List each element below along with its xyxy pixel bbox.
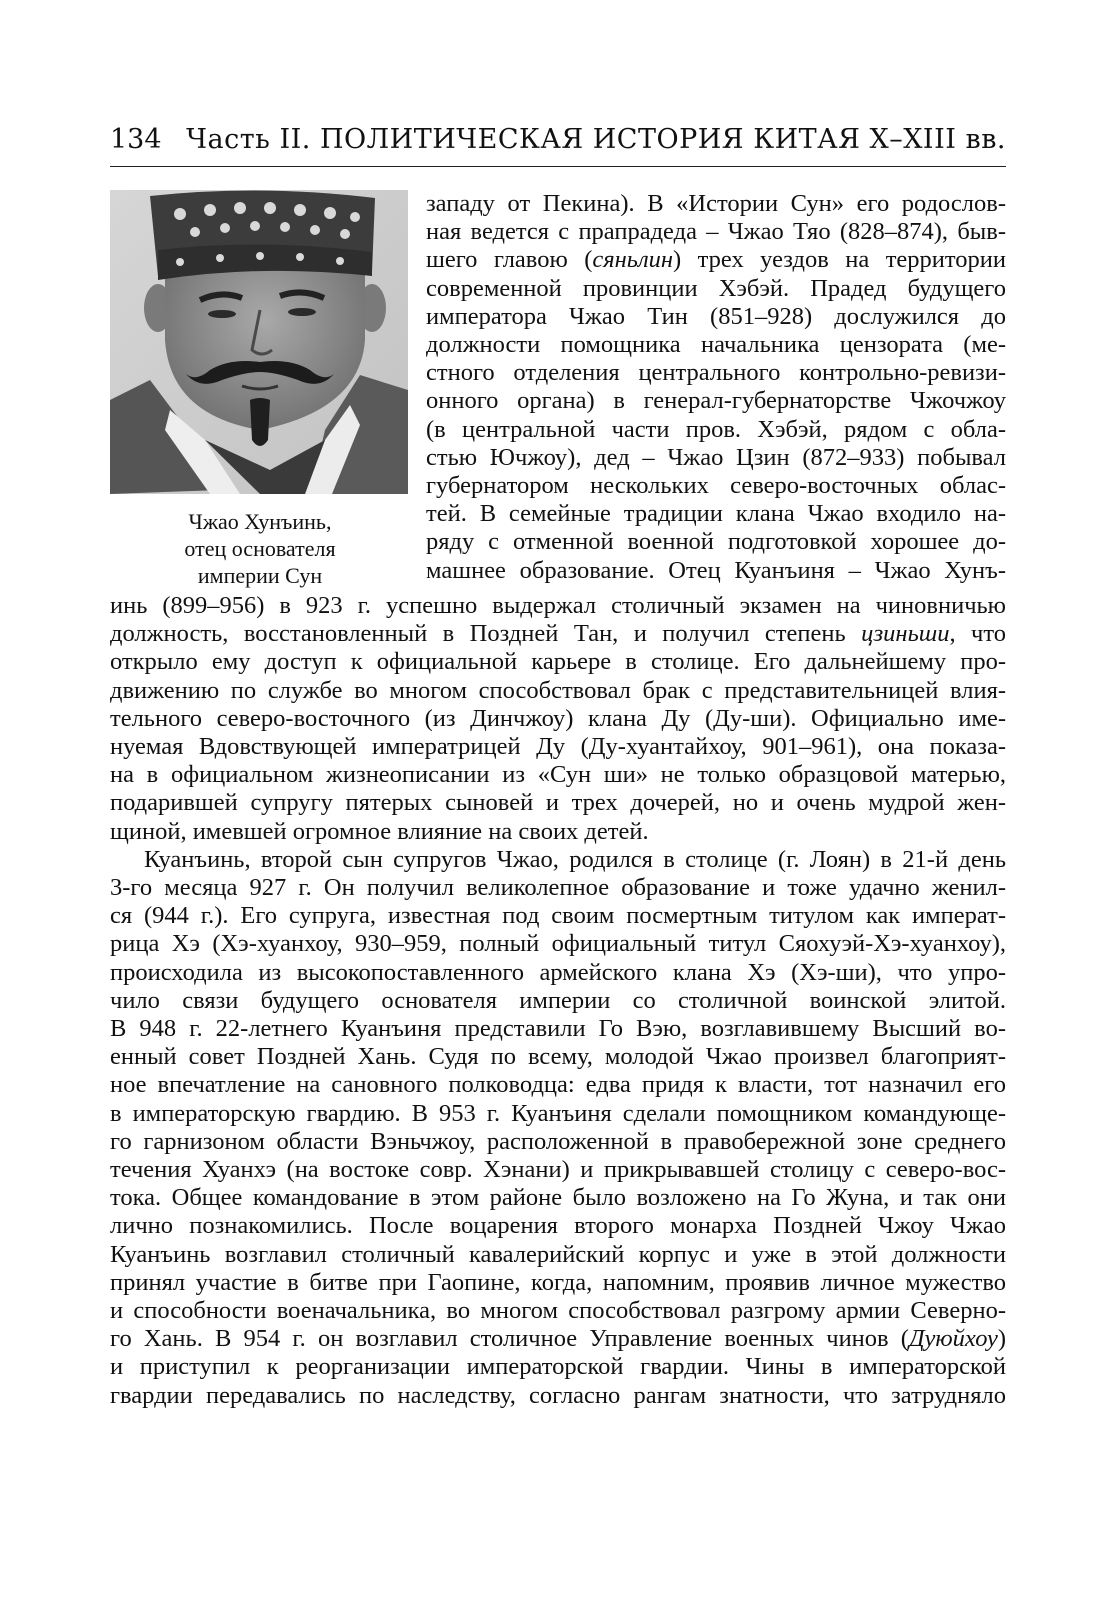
text-line: принял участие в битве при Гаопине, когда, напомним, проявив личное мужество xyxy=(110,1268,1006,1296)
text-line: Куанъинь, второй сын супругов Чжао, родился в столице (г. Лоян) в 21-й день xyxy=(144,845,1006,873)
text-line: современной провинции Хэбэй. Прадед будущего xyxy=(426,274,1006,302)
text-line: щиной, имевшей огромное влияние на своих детей. xyxy=(110,817,649,845)
text-line: шего главою (сяньлин) трех уездов на территории xyxy=(426,246,1006,274)
text-line: го гарнизоном области Вэньчжоу, расположенной в правобережной зоне среднего xyxy=(110,1127,1006,1155)
text-line: го Хань. В 954 г. он возглавил столичное Управление военных чинов (Дуюйхоу) xyxy=(110,1325,1006,1353)
caption-line: отец основателя xyxy=(184,536,336,561)
text-line: онного органа) в генерал-губернаторстве Чжочжоу xyxy=(426,387,1006,415)
text-line: западу от Пекина). В «Истории Сун» его родослов- xyxy=(426,190,1006,217)
text-line: машнее образование. Отец Куанъиня – Чжао Хунъ- xyxy=(426,556,1006,584)
text-line: нуемая Вдовствующей императрицей Ду (Ду-хуантайхоу, 901–961), она показа- xyxy=(110,733,1006,761)
caption-line: Чжао Хунъинь, xyxy=(188,509,332,534)
text-line: инь (899–956) в 923 г. успешно выдержал столичный экзамен на чиновничью xyxy=(110,592,1006,619)
text-line: лично познакомились. После воцарения второго монарха Поздней Чжоу Чжао xyxy=(110,1212,1006,1240)
text-line: енный совет Поздней Хань. Судя по всему, молодой Чжао произвел благоприят- xyxy=(110,1043,1006,1071)
text-line: гвардии передавались по наследству, согласно рангам знатности, что затрудняло xyxy=(110,1381,1006,1409)
text-line: рица Хэ (Хэ-хуанхоу, 930–959, полный официальный титул Сяохуэй-Хэ-хуанхоу), xyxy=(110,930,1006,958)
page-header xyxy=(110,120,1006,164)
text-line: тока. Общее командование в этом районе было возложено на Го Жуна, и так они xyxy=(110,1184,1006,1212)
text-line: ное впечатление на сановного полководца: едва придя к власти, тот назначил его xyxy=(110,1071,1006,1099)
text-line: тей. В семейные традиции клана Чжао входило на- xyxy=(426,500,1006,528)
text-line: на в официальном жизнеописании из «Сун ши» не только образцовой матерью, xyxy=(110,761,1006,789)
text-line: чило связи будущего основателя империи со столичной воинской элитой. xyxy=(110,986,1006,1014)
text-line: подарившей супругу пятерых сыновей и трех дочерей, но и очень мудрой жен- xyxy=(110,789,1006,817)
text-line: ся (944 г.). Его супруга, известная под своим посмертным титулом как императ- xyxy=(110,902,1006,930)
figure-caption xyxy=(110,508,410,589)
header-rule xyxy=(110,166,1006,167)
text-line: движению по службе во многом способствовал брак с представительницей влия- xyxy=(110,676,1006,704)
portrait-image xyxy=(110,190,408,494)
text-line: и способности военачальника, во многом способствовал разгрому армии Северно- xyxy=(110,1297,1006,1325)
text-line: и приступил к реорганизации императорской гвардии. Чины в императорской xyxy=(110,1353,1006,1381)
page-number: 134 xyxy=(110,124,162,155)
wrapped-text-column xyxy=(426,190,1006,585)
text-line: происходила из высокопоставленного армейского клана Хэ (Хэ-ши), что упро- xyxy=(110,958,1006,986)
text-line: открыло ему доступ к официальной карьере в столице. Его дальнейшему про- xyxy=(110,648,1006,676)
full-width-text xyxy=(110,592,1006,1410)
text-line: течения Хуанхэ (на востоке совр. Хэнани) и прикрывавшей столицу с северо-вос- xyxy=(110,1156,1006,1184)
text-line: должность, восстановленный в Поздней Тан, и получил степень цзиньши, что xyxy=(110,620,1006,648)
text-line: (в центральной части пров. Хэбэй, рядом с обла- xyxy=(426,415,1006,443)
text-line: ная ведется с прапрадеда – Чжао Тяо (828–874), быв- xyxy=(426,218,1006,246)
text-line: стью Ючжоу), дед – Чжао Цзин (872–933) побывал xyxy=(426,443,1006,471)
text-line: В 948 г. 22-летнего Куанъиня представили Го Вэю, возглавившему Высший во- xyxy=(110,1015,1006,1043)
running-title: Часть II. ПОЛИТИЧЕСКАЯ ИСТОРИЯ КИТАЯ X–XIII вв. xyxy=(186,124,1006,155)
text-line: императора Чжао Тин (851–928) дослужился до xyxy=(426,302,1006,330)
text-line: тельного северо-восточного (из Динчжоу) клана Ду (Ду-ши). Официально име- xyxy=(110,704,1006,732)
text-line: губернатором нескольких северо-восточных облас- xyxy=(426,472,1006,500)
caption-line: империи Сун xyxy=(197,563,323,588)
text-line: должности помощника начальника цензората (ме- xyxy=(426,331,1006,359)
text-line: 3-го месяца 927 г. Он получил великолепное образование и тоже удачно женил- xyxy=(110,874,1006,902)
text-line: стного отделения центрального контрольно-ревизи- xyxy=(426,359,1006,387)
text-line: в императорскую гвардию. В 953 г. Куанъиня сделали помощником командующе- xyxy=(110,1099,1006,1127)
portrait-figure xyxy=(110,190,410,589)
text-line: ряду с отменной военной подготовкой хорошее до- xyxy=(426,528,1006,556)
text-line: Куанъинь возглавил столичный кавалерийский корпус и уже в этой должности xyxy=(110,1240,1006,1268)
